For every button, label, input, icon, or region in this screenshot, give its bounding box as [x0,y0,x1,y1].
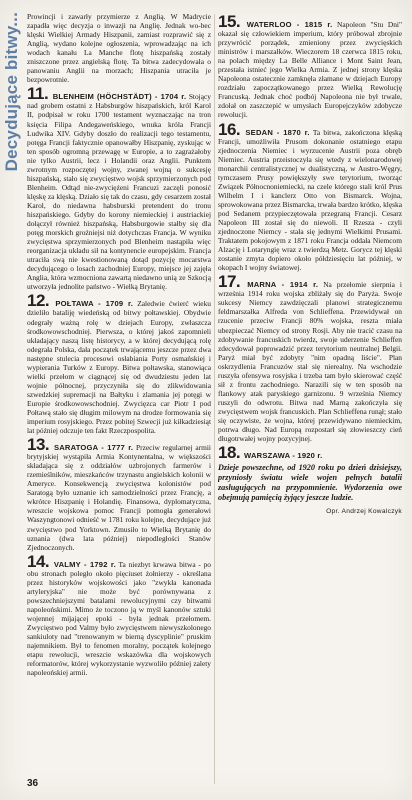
section-date: - 1920 r. [290,451,323,461]
section-title: POŁTAWA [55,299,94,309]
section-date: - 1709 r. [93,299,134,309]
section-title: BLENHEIM (HÖCHSTÄDT) [52,92,152,102]
section-number: 11. [27,84,49,104]
section-date: - 1792 r. [80,559,116,569]
column-divider [214,14,215,784]
section-title: SARATOGA [53,443,99,453]
section-number: 15. [218,12,241,31]
author-credit: Opr. Andrzej Kowalczyk [326,508,402,516]
section-saratoga [27,435,211,552]
page-number: 36 [27,778,39,789]
section-number: 13. [27,435,50,455]
section-valmy [27,551,211,678]
section-body: Napoleon "Stu Dni" okazał się człowiekiem imperium, który próbował zbrojnie przywrócić porządek, zmieniony przez zwycięskich ministrów i marszałków. Wieczorem 18 czerwca 1815 roku, na polach między La Belle Alliance i Mont Saint Jean, przestała istnieć jego Wielka Armia. Z jednej strony klęska Napoleona ostatecznie zamknęła złamane w dziejach Europy rozdziału zapoczątkowanego przez Wielką Rewolucję Francuską. Jednak choć podbój Napoleona nie był trwale, zdołał on zaszczepić w umysłach Europejczyków zdobycze rewolucji. [218,20,402,120]
closing-paragraph: Dzieje powszechne, od 1920 roku po dzień dzisiejszy, przyniosły światu wiele wojen pełnych batalii zasługujących na przypomnienie. Wydorzenia owe obejmują pamięcią żyjący jeszcze ludzie. [218,463,402,503]
section-title: VALMY [53,559,81,569]
section-title: MARNA [247,280,277,290]
section-body: Ta bitwa, zakończona klęską Francji, umożliwiła Prusom dokonanie ostatniego etapu zjednoczenia Niemiec i wyrzucenie Austrii poza obręb Niemiec. Austria przeistoczyła się wtedy z wielonarodowej monarchii centralistycznej w dualistyczną, w Austro-Węgry, tymczasem Prusy powiększyły swe terytorium, tworząc Związek Północnoniemiecki, na czele którego stali król Prus Wilhelm I i kanclerz Otto von Bismarck. Wojna, sprowokowana przez Bismarcka, trwała bardzo krótko, klęska pod Sedanem przypieczętowała przegraną Francji. Cesarz Napoleon III został się do niewoli. II Rzesza - czyli zjednoczone Niemcy - stała się jednymi Wielkimi Prusami. Traktatem pokojowym z 1871 roku Francja oddała Niemcom Alzację i Lotaryngię wraz z twierdzą Metz. Gorycz tej klęski zostanie zmyta dopiero około półdziesięciu lat później, w okopach I wojny światowej. [218,127,402,273]
section-date: - 1914 r. [276,280,319,290]
section-number: 16. [218,119,241,139]
section-sedan [218,119,402,273]
side-band [0,0,24,260]
intro-paragraph: Prowincji i zawarły przymierze z Anglią. W Madrycie zapadła więc decyzja o inwazji na Anglię. Jednak wo-bec klęski Wielkiej Armady Hiszpanii, zamiast rozprawić się z Anglią, wydano kolejne ogłoszenia, wprowadzając na ich wodach kanału La Manche flotę hiszpańską zostały zniszczone przez angielską flotę. Ta bitwa zadecydowała o panowaniu Anglii na morzach; Hiszpania utraciła je bezpowrotnie. [27,12,211,85]
section-poltawa [27,291,211,436]
section-body: Stojący nad grobem ostatni z Habsburgów hiszpańskich, król Karol II, podpisał w roku 1700 testament wyznaczając na tron księcia Filipa Andegaweńskiego, wnuka króla Francji Ludwika XIV. Gdyby doszło do realizacji tego testamentu, potęga Francji faktycznie opanowałby Hiszpanię, zyskując w ten sposób ogromną przewagę w Europie, a to zagrażałoby nie tylko Austrii, lecz i Holandii oraz Anglii. Punktem zwrotnym rozpoczętej wojny, zwanej wojną o sukcesję hiszpańską, stało się zwycięstwo wojsk sprzymierzonych pod Blenheim. Odtąd nie-zwyciężeni Francuzi zaczęli ponosić klęskę za klęską. Działo się tak do czasu, gdy cesarzem został Karol, do niedawna habsburski pretendent do tronu hiszpańskiego. Gdyby do korony niemieckiej i austriackiej dołączył również hiszpańską, Habsburgowie stałby się dla potęg morskich groźniejsi niż dotychczas Francja. W wyniku zwycięstwa sprzymierzonych pod Blenheim nastąpiła więc reorganizacja układu sił na kontynencie europejskim. Francja utraciła swą nie kwestionowaną dotąd pozycję mocarstwa decydującego o losach zachodniej Europy, miejsce jej zajęła Anglia, która wzmocniona zawartą niedawno unią ze Szkocją utworzyła jednolite państwo - Wielką Brytanię. [27,92,211,292]
section-title: WARSZAWA [244,451,291,461]
section-number: 12. [27,291,50,311]
side-title: Decydujące bitwy... [2,12,21,172]
section-number: 18. [218,443,241,463]
section-body: Przeciw regularnej armii brytyjskiej wystąpiła Armia Kontynentalna, w większości składająca się z oddziałów uzbrojonych farmerów i rzemieślników, mieszkańców trzynastu angielskich kolonii w Ameryce. Konsekwencją zwycięstwa kolonistów pod Saratogą było uznanie ich samodzielności przez Francję, a wkrótce Hiszpanię i Holandię. Finansowa, dyplomatyczna, wreszcie wojskowa pomoc Francji pomogła generałowi Waszyngtonowi odnieść w 1781 roku kolejne, decydujące już zwycięstwo pod Yorktown. Zmusiło to Wielką Brytanię do uznania (dwa lata później) niepodległości Stanów Zjednoczonych. [27,443,211,552]
section-date: - 1704 r. [151,92,187,102]
left-column [27,12,211,782]
section-blenheim [27,84,211,292]
section-body: Zaledwie ćwierć wieku dzieliło bataliję wiedeńską od bitwy połtawskiej. Obydwie odegrały ważną rolę w dziejach Europy, zwłaszcza środkowowschodniej. Pierwsza, o której jakoś zapomnieli układający naszą listę historycy, a w której decydującą rolę odegrała Polska, dała początek trwającemu jeszcze przez dwa następne stulecia procesowi osłabiania Porty osmańskiej i wypierania Turków z Europy. Bitwa połtawska, stanowiąca wielki przełom w ciągnącej się od dwudziestu jeden lat wojnie północnej, przyczyniła się do zlikwidowania szwedzkiej supremacji na Bałtyku i zlamania jej potęgi w Europie środkowowschodniej. Zwycięzca car Piotr I pod Połtawą stało się długim milowym na drodze formowania się imperium rosyjskiego. Przez pobitej Szwecji już kiłkadziesiąt lat później odczuje ten fakt Rzeczpospolita. [27,299,211,436]
section-date: - 1870 r. [273,127,310,137]
section-number: 17. [218,272,241,292]
section-date: - 1815 r. [291,20,333,29]
section-title: SEDAN [245,127,274,137]
section-waterloo [218,12,402,120]
section-number: 14. [27,551,50,571]
right-column [218,12,402,798]
section-body: Na przełomie sierpnia i września 1914 roku wojska zbliżały się do Paryża. Swoje sukcesy Niemcy zawdzięczali planowi strategicznemu feldmarszałka Alfreda von Schlieffena. Przewidywał on rzucenie przeciw Francji 80% wojska, reszta miała ubezpieczać Niemcy od strony Rosji. Aby nie tracić czasu na zdobywanie francuskich twierdz, swoje uderzenie Schlieffen zdecydował poprowadzić przez terytorium neutralnej Belgii. Paryż miał być zdobyty "nim opadną liście". Plan oskrzydlenia Francuzów stał się nierealny. Na wschodzie ruszyła ofensywa rosyjska i trzeba tam było skierować część sił z frontu zachodniego. Narazili się w ten sposób na flankowy atak paryskiego garnizonu. 9 września Niemcy ruszyli do odwrotu. Bitwa nad Marną zakończyła się zwycięstwem wojsk francuskich. Plan Schlieffena runął; stało się oczywiste, że wojna, której przewidywano niemieckim, potrwa długo. Nad Europą rozpostarł się złowieszczy cień długotrwałej wojny pozycyjnej. [218,280,402,444]
section-title: WATERLOO [246,20,292,29]
section-warszawa [218,443,402,463]
section-body: Ta niezbyt krwawa bitwa - po obu stronach poległo około pięciuset żołnierzy - określana przez historyków wojskowości jako "zwykła kanonada artyleryjska" nie może być porównywana z powszechniejszymi batalami rewolucyjnymi czy bitwami napoleońskimi. Mimo że toczono ją w myśl kanonów sztuki wojennej mijającej epoki - była jednak przełomem. Zwycięstwo pod Valmy było zwycięstwem niewyszkolonego sankiuloty nad "trenowanym w bierną dyscyplinie" pruskim najemnikiem. Był to fenomen moralny, początek kolejnego etapu rewolucji, wreszcie wskazówka dla wojskowych reformatorów, której wykorzystanie wyzwoliło później zalety napoleońskiej armii. [27,559,211,678]
section-marna [218,272,402,444]
section-date: - 1777 r. [98,443,134,453]
